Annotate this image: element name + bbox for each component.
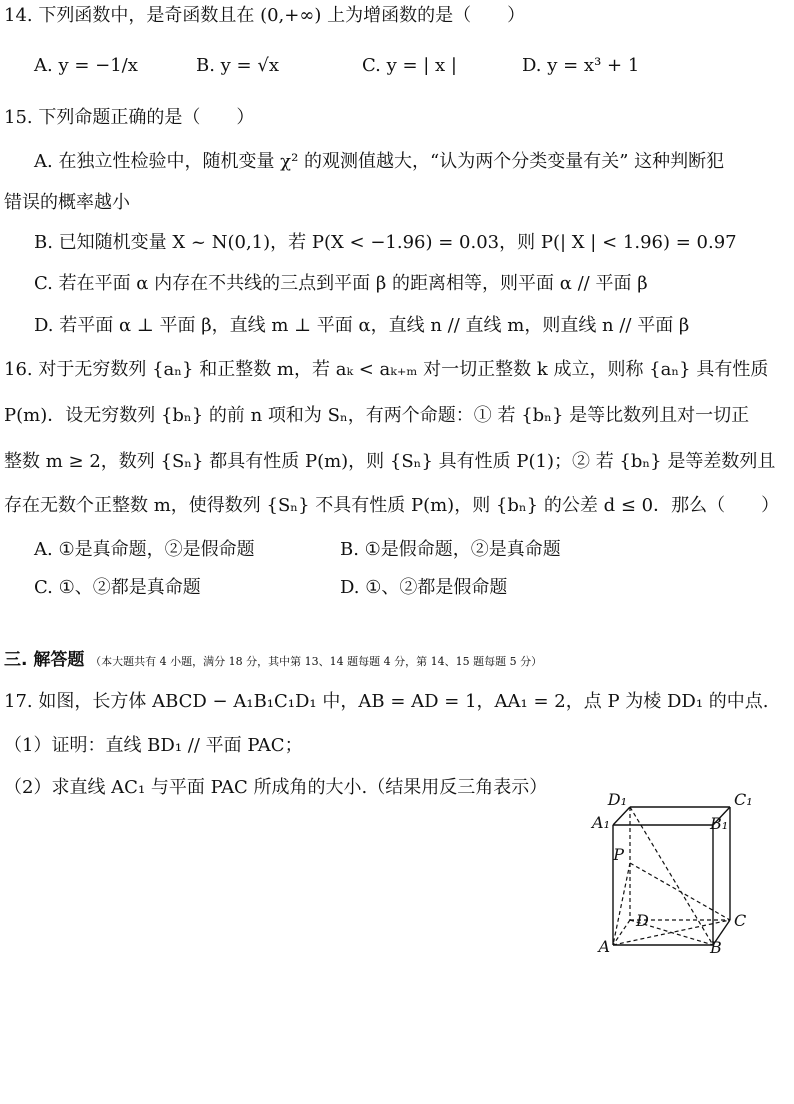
q16-option-c: C. ①、②都是真命题 — [34, 577, 201, 598]
q14-option-c: C. y = | x | — [362, 55, 457, 76]
q17-part-2: （2）求直线 AC₁ 与平面 PAC 所成角的大小.（结果用反三角表示） — [4, 777, 548, 798]
q17-part-1: （1）证明：直线 BD₁ // 平面 PAC； — [4, 735, 303, 756]
cuboid-figure — [592, 790, 770, 960]
q16-option-b: B. ①是假命题，②是真命题 — [340, 539, 561, 560]
q16-line-2: P(m)．设无穷数列 {bₙ} 的前 n 项和为 Sₙ，有两个命题：① 若 {bₙ} 是等比数列且对一切正 — [4, 405, 750, 426]
q16-line-3: 整数 m ≥ 2，数列 {Sₙ} 都具有性质 P(m)，则 {Sₙ} 具有性质 P(1)；② 若 {bₙ} 是等差数列且 — [4, 451, 776, 472]
q15-option-a: A. 在独立性检验中，随机变量 χ² 的观测值越大，“认为两个分类变量有关” 这种判断犯 — [34, 151, 725, 172]
label-a1: A₁ — [592, 813, 610, 832]
q15-stem: 15. 下列命题正确的是（ ） — [4, 107, 255, 128]
q17-stem: 17. 如图，长方体 ABCD − A₁B₁C₁D₁ 中，AB = AD = 1，AA₁ = 2，点 P 为棱 DD₁ 的中点. — [4, 691, 769, 712]
label-c: C — [734, 911, 747, 930]
label-p: P — [613, 845, 624, 864]
label-b: B — [710, 938, 722, 957]
q16-line-1: 16. 对于无穷数列 {aₙ} 和正整数 m，若 aₖ < aₖ₊ₘ 对一切正整数 k 成立，则称 {aₙ} 具有性质 — [4, 359, 769, 380]
q16-option-a: A. ①是真命题，②是假命题 — [34, 539, 255, 560]
section-3-title: 三. 解答题 — [4, 650, 85, 670]
q15-option-d: D. 若平面 α ⊥ 平面 β，直线 m ⊥ 平面 α，直线 n // 直线 m，则直线 n // 平面 β — [34, 315, 690, 336]
label-d: D — [636, 911, 649, 930]
q14-option-d: D. y = x³ + 1 — [522, 55, 640, 76]
label-c1: C₁ — [734, 790, 753, 809]
q14-option-b: B. y = √x — [196, 55, 279, 76]
q15-option-c: C. 若在平面 α 内存在不共线的三点到平面 β 的距离相等，则平面 α // 平面 β — [34, 273, 648, 294]
q16-option-d: D. ①、②都是假命题 — [340, 577, 508, 598]
q14-option-a: A. y = −1/x — [34, 55, 138, 76]
label-d1: D₁ — [607, 790, 627, 809]
label-b1: B₁ — [710, 814, 729, 833]
q16-line-4: 存在无数个正整数 m，使得数列 {Sₙ} 不具有性质 P(m)，则 {bₙ} 的公差 d ≤ 0．那么（ ） — [4, 495, 780, 516]
section-3-note: （本大题共有 4 小题，满分 18 分，其中第 13、14 题每题 4 分，第 14、15 题每题 5 分） — [90, 655, 543, 668]
edge-d1a1 — [613, 807, 630, 825]
section-3-header — [4, 646, 542, 676]
label-a: A — [598, 937, 610, 956]
q15-option-a-cont: 错误的概率越小 — [4, 192, 130, 213]
q14-stem: 14. 下列函数中，是奇函数且在 (0,+∞) 上为增函数的是（ ） — [4, 5, 526, 26]
q15-option-b: B. 已知随机变量 X ~ N(0,1)，若 P(X < −1.96) = 0.03，则 P(| X | < 1.96) = 0.97 — [34, 232, 737, 253]
